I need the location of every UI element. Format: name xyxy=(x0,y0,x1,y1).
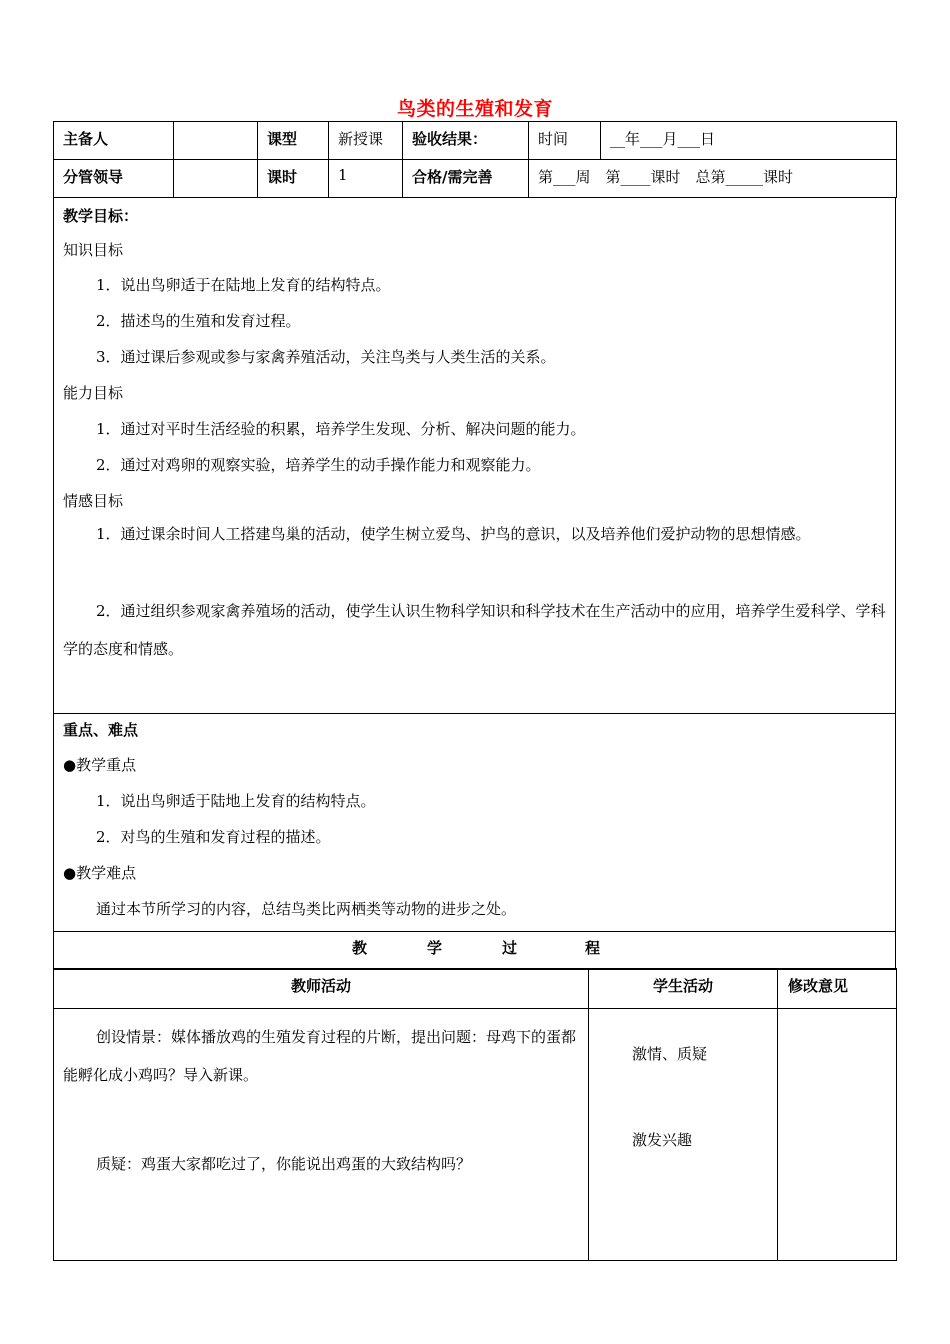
period-value: 1 xyxy=(329,160,403,198)
leader-value xyxy=(174,160,258,198)
period-label: 课时 xyxy=(258,160,329,198)
student-activity-cell xyxy=(589,1009,778,1261)
difficulty-heading: ●教学难点 xyxy=(63,864,137,882)
student-activity-text: 激情、质疑 xyxy=(632,1045,708,1063)
teacher-activity-text: 质疑：鸡蛋大家都吃过了，你能说出鸡蛋的大致结构吗？ xyxy=(96,1155,472,1173)
key-points-section xyxy=(53,713,896,932)
time-label: 时间 xyxy=(529,122,601,160)
week-field: 第___周 第____课时 总第_____课时 xyxy=(529,160,897,198)
revision-notes-cell xyxy=(778,1009,897,1261)
knowledge-item: 2．描述鸟的生殖和发育过程。 xyxy=(96,312,301,330)
preparer-label: 主备人 xyxy=(54,122,174,160)
ability-heading: 能力目标 xyxy=(63,384,124,402)
date-field: __年___月___日 xyxy=(601,122,897,160)
revision-notes-header: 修改意见 xyxy=(778,969,897,1009)
focus-item: 1．说出鸟卵适于陆地上发育的结构特点。 xyxy=(96,792,376,810)
objectives-section xyxy=(53,197,896,714)
document-title: 鸟类的生殖和发育 xyxy=(396,98,553,120)
leader-label: 分管领导 xyxy=(54,160,174,198)
student-activity-text: 激发兴趣 xyxy=(632,1131,693,1149)
student-activity-header: 学生活动 xyxy=(589,969,778,1009)
objectives-heading: 教学目标： xyxy=(63,207,139,225)
difficulty-text: 通过本节所学习的内容，总结鸟类比两栖类等动物的进步之处。 xyxy=(96,900,517,918)
preparer-value xyxy=(174,122,258,160)
teacher-activity-text: 创设情景：媒体播放鸡的生殖发育过程的片断，提出问题：母鸡下的蛋都能孵化成小鸡吗？导入新课。 xyxy=(63,1028,577,1084)
lesson-type-value: 新授课 xyxy=(329,122,403,160)
emotion-heading: 情感目标 xyxy=(63,492,124,510)
knowledge-item: 1．说出鸟卵适于在陆地上发育的结构特点。 xyxy=(96,276,391,294)
result-label: 合格/需完善 xyxy=(403,160,529,198)
emotion-item: 2．通过组织参观家禽养殖场的活动，使学生认识生物科学知识和科学技术在生产活动中的应用，培养学生爱科学、学科学的态度和情感。 xyxy=(63,602,886,658)
knowledge-item: 3．通过课后参观或参与家禽养殖活动，关注鸟类与人类生活的关系。 xyxy=(96,348,556,366)
knowledge-heading: 知识目标 xyxy=(63,241,124,259)
process-heading-char: 过 xyxy=(502,939,518,957)
check-result-label: 验收结果： xyxy=(403,122,529,160)
process-table xyxy=(53,968,897,1261)
ability-item: 1．通过对平时生活经验的积累，培养学生发现、分析、解决问题的能力。 xyxy=(96,420,586,438)
focus-item: 2．对鸟的生殖和发育过程的描述。 xyxy=(96,828,331,846)
process-heading-row xyxy=(53,931,896,970)
process-heading-char: 程 xyxy=(585,939,601,957)
teacher-activity-cell xyxy=(54,1009,589,1261)
emotion-item: 1．通过课余时间人工搭建鸟巢的活动，使学生树立爱鸟、护鸟的意识，以及培养他们爱护动物的思想情感。 xyxy=(96,525,811,543)
process-heading-char: 教 xyxy=(352,939,368,957)
lesson-type-label: 课型 xyxy=(258,122,329,160)
focus-heading: ●教学重点 xyxy=(63,756,137,774)
ability-item: 2．通过对鸡卵的观察实验，培养学生的动手操作能力和观察能力。 xyxy=(96,456,541,474)
header-table xyxy=(53,121,897,198)
key-points-heading: 重点、难点 xyxy=(63,721,139,739)
teacher-activity-header: 教师活动 xyxy=(54,969,589,1009)
process-heading-char: 学 xyxy=(427,939,443,957)
